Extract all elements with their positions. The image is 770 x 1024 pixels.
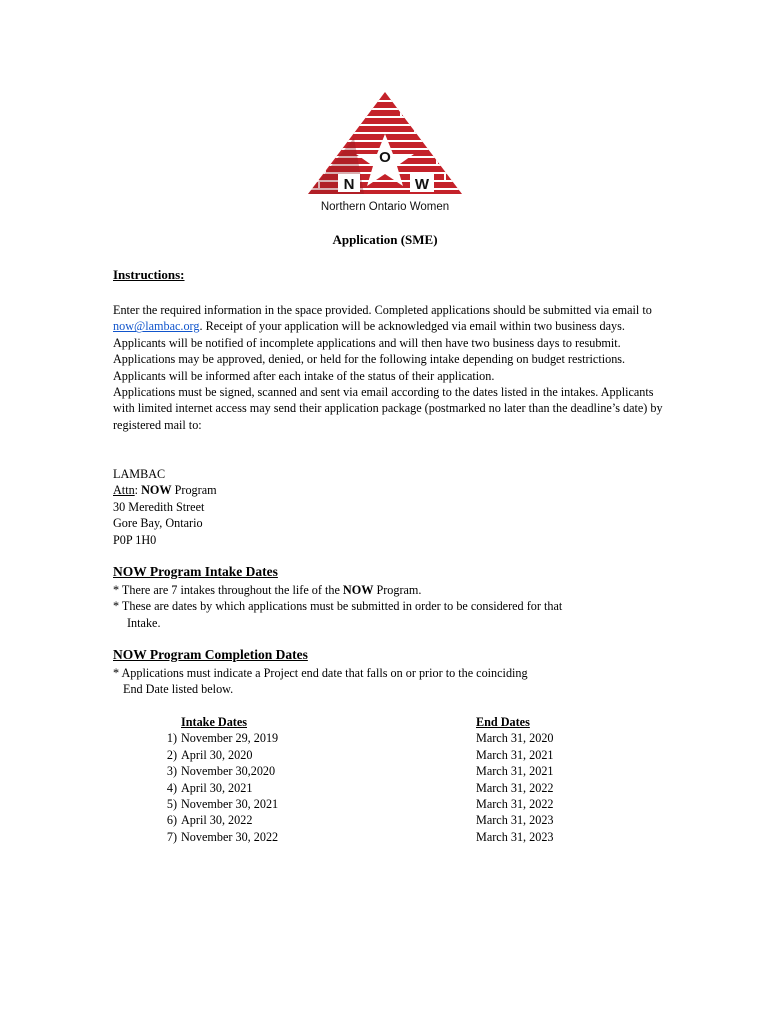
intake-dates-header: Intake Dates: [181, 715, 248, 729]
completion-note-1: * Applications must indicate a Project end date that falls on or prior to the coinciding: [113, 666, 528, 680]
address-line-4: Gore Bay, Ontario: [113, 516, 203, 531]
intake-note-2: * These are dates by which applications must be submitted in order to be considered for that: [113, 599, 563, 614]
email-link[interactable]: now@lambac.org: [113, 319, 200, 334]
now-logo: [304, 88, 466, 218]
completion-dates-heading: NOW Program Completion Dates: [113, 647, 308, 662]
intake-note-1: * There are 7 intakes throughout the life of the NOW Program.: [113, 583, 422, 597]
address-line-attn: Attn: NOW Program: [113, 483, 217, 498]
page-title: Application (SME): [332, 232, 438, 247]
end-date-row: March 31, 2023: [476, 813, 554, 828]
completion-note-2: End Date listed below.: [123, 682, 234, 697]
intake-dates-column: [153, 714, 278, 845]
intake-row: 3) November 30,2020: [166, 764, 276, 779]
address-line-1: LAMBAC: [113, 467, 166, 481]
intake-dates-heading: NOW Program Intake Dates: [113, 564, 278, 579]
intake-notes: [113, 582, 673, 631]
completion-notes: [113, 665, 673, 698]
intake-row: 7) November 30, 2022: [166, 829, 279, 844]
instructions-paragraph-2: Applications must be signed, scanned and sent via email according to the dates listed in the intakes. Applicants with limited internet access may send their application package (postmarked no later than the deadline’s date) by registered mail to:: [113, 385, 663, 432]
mailing-address: [113, 466, 413, 548]
intake-note-2-cont: Intake.: [127, 615, 161, 630]
end-date-row: March 31, 2021: [476, 764, 554, 779]
intake-row: 2) April 30, 2020: [166, 747, 253, 762]
intake-row: 6) April 30, 2022: [166, 813, 253, 828]
logo-caption: Northern Ontario Women: [320, 201, 450, 213]
end-date-row: March 31, 2020: [476, 731, 554, 746]
logo-letter-n: N: [343, 176, 355, 193]
intake-row: 4) April 30, 2021: [166, 780, 253, 795]
address-line-5: P0P 1H0: [113, 532, 157, 547]
instructions-heading: Instructions:: [113, 267, 185, 282]
end-dates-column: [476, 714, 554, 845]
end-date-row: March 31, 2022: [476, 797, 554, 812]
intake-row: 1) November 29, 2019: [166, 731, 279, 746]
instructions-paragraph-1: Enter the required information in the space provided. Completed applications should be submitted via email to now@lambac.org. Receipt of your application will be acknowledged via email within two business days. Applicants will be notified of incomplete applications and will then have two business days to resubmit. Applications may be approved, denied, or held for the following intake depending on budget restrictions. Applicants will be informed after each intake of the status of their application.: [113, 303, 652, 383]
end-date-row: March 31, 2021: [476, 747, 554, 762]
intake-row: 5) November 30, 2021: [166, 797, 279, 812]
logo-letter-o: O: [379, 149, 391, 166]
end-dates-header: End Dates: [476, 715, 530, 729]
end-date-row: March 31, 2023: [476, 829, 554, 844]
instructions-body: [113, 302, 673, 433]
triangle-logo-graphic: [304, 88, 466, 198]
logo-letter-w: W: [414, 176, 430, 193]
address-line-3: 30 Meredith Street: [113, 499, 205, 514]
end-date-row: March 31, 2022: [476, 780, 554, 795]
